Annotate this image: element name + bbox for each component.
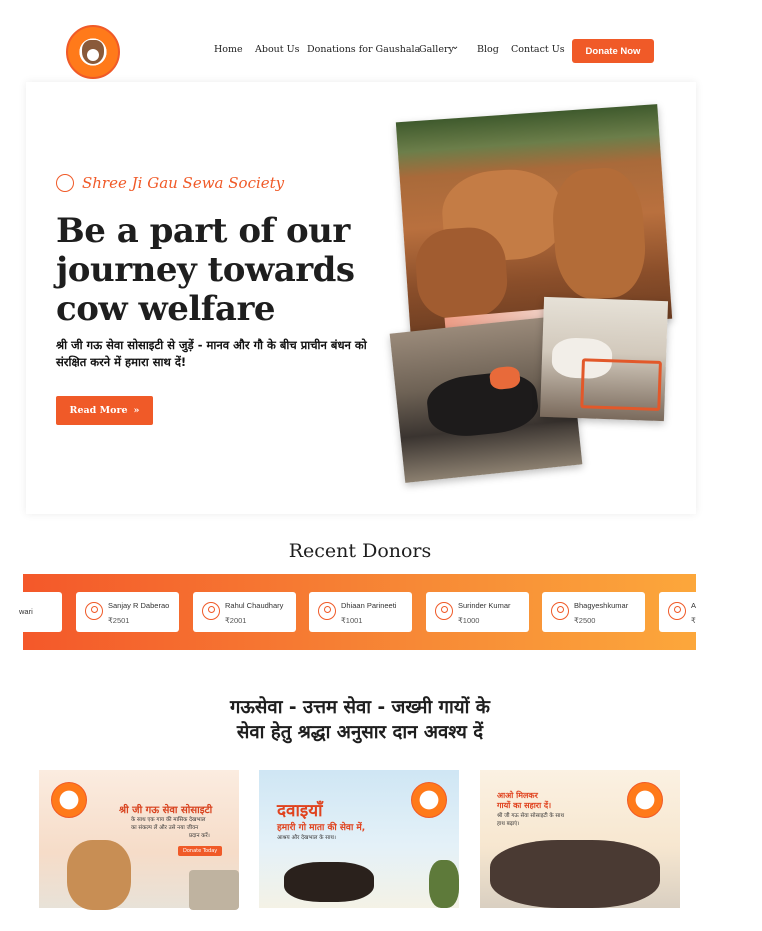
cow-herd-illustration	[490, 840, 660, 908]
cow-face-icon	[56, 174, 74, 192]
seva-banner-monthly-care[interactable]	[39, 770, 239, 908]
banner-line: का संकल्प लें और उसे नया जीवन	[131, 825, 199, 831]
cow-shape	[550, 166, 649, 302]
user-icon	[202, 602, 220, 620]
chevron-down-icon[interactable]: ⌄	[451, 41, 460, 52]
seva-title	[0, 695, 720, 745]
seva-banner-support-cows[interactable]	[480, 770, 680, 908]
donor-card	[659, 592, 762, 632]
donor-carousel[interactable]	[19, 574, 697, 650]
donor-name: Dhiaan Parineeti	[341, 601, 397, 610]
railing-shape	[580, 358, 662, 411]
hero-brand	[56, 174, 284, 192]
cow-illustration	[67, 840, 131, 910]
tree-illustration	[429, 860, 459, 908]
hero-subtitle: श्री जी गऊ सेवा सोसाइटी से जुड़ें - मानव और गौ के बीच प्राचीन बंधन को संरक्षित करने में हमारा साथ दें!	[56, 338, 367, 369]
banner-line: श्री जी गऊ सेवा सोसाइटी के साथ	[497, 813, 564, 819]
donor-name: Surinder Kumar	[458, 601, 511, 610]
donor-card	[542, 592, 645, 632]
user-icon	[85, 602, 103, 620]
donor-amount: ₹	[691, 616, 696, 625]
donor-card	[0, 592, 62, 632]
society-logo-icon	[627, 782, 663, 818]
seva-title-line-2: सेवा हेतु श्रद्धा अनुसार दान अवश्य दें	[236, 722, 484, 743]
donor-name: Sanjay R Daberao	[108, 601, 170, 610]
nav-home[interactable]: Home	[214, 44, 243, 55]
cow-shelter-photo	[540, 297, 668, 421]
nav-gallery[interactable]: Gallery	[419, 44, 454, 55]
site-logo[interactable]	[66, 25, 120, 79]
donor-name: A	[691, 601, 697, 610]
double-chevron-right-icon: »	[133, 405, 140, 416]
banner-line: आश्रय और देखभाल के साथ।	[277, 835, 336, 841]
nav-contact-us[interactable]: Contact Us	[511, 44, 565, 55]
user-icon	[668, 602, 686, 620]
cow-shape	[413, 225, 509, 321]
donate-now-button[interactable]: Donate Now	[572, 39, 654, 63]
user-icon	[551, 602, 569, 620]
recent-donors-title: Recent Donors	[288, 540, 432, 562]
donor-amount: ₹1001	[341, 616, 363, 625]
user-icon	[435, 602, 453, 620]
donor-card	[309, 592, 412, 632]
cow-shape	[425, 369, 541, 440]
donor-name: Bhagyeshkumar	[574, 601, 629, 610]
donor-name: Rahul Chaudhary	[225, 601, 284, 610]
society-logo-icon	[51, 782, 87, 818]
read-more-label: Read More	[69, 405, 128, 416]
cow-illustration	[284, 862, 374, 902]
society-logo-icon	[411, 782, 447, 818]
site-header	[0, 0, 720, 80]
nav-donations-for-gaushala[interactable]: Donations for Gaushala	[307, 44, 421, 55]
banner-heading: दवाइयाँ	[277, 801, 323, 821]
barn-illustration	[189, 870, 239, 910]
hero-title: Be a part of our journey towards cow welfare	[56, 211, 355, 329]
donor-amount: ₹1000	[458, 616, 480, 625]
banner-heading: श्री जी गऊ सेवा सोसाइटी	[119, 805, 213, 816]
nav-blog[interactable]: Blog	[477, 44, 499, 55]
donor-card	[426, 592, 529, 632]
banner-subheading: गायों का सहारा दें।	[497, 801, 552, 810]
donor-name: wari	[19, 607, 33, 616]
donor-amount: ₹2501	[108, 616, 130, 625]
donor-amount: ₹2500	[574, 616, 596, 625]
donate-today-button[interactable]: Donate Today	[178, 846, 222, 856]
read-more-button[interactable]	[56, 396, 153, 425]
donor-card	[193, 592, 296, 632]
banner-subheading: हमारी गो माता की सेवा में,	[277, 823, 366, 833]
banner-line: हाथ बढ़ाएं।	[497, 821, 520, 827]
brand-name: Shree Ji Gau Sewa Society	[82, 174, 285, 192]
banner-line: के साथ एक गाय की मासिक देखभाल	[131, 817, 206, 823]
user-icon	[318, 602, 336, 620]
nav-about-us[interactable]: About Us	[255, 44, 300, 55]
cow-logo-icon	[82, 40, 104, 64]
donor-card	[76, 592, 179, 632]
seva-title-line-1: गऊसेवा - उत्तम सेवा - जख्मी गायों के	[229, 697, 491, 718]
donor-amount: ₹2001	[225, 616, 247, 625]
banner-heading: आओ मिलकर	[497, 791, 538, 800]
banner-line: प्रदान करें।	[189, 833, 210, 839]
seva-banner-medicines[interactable]	[259, 770, 459, 908]
